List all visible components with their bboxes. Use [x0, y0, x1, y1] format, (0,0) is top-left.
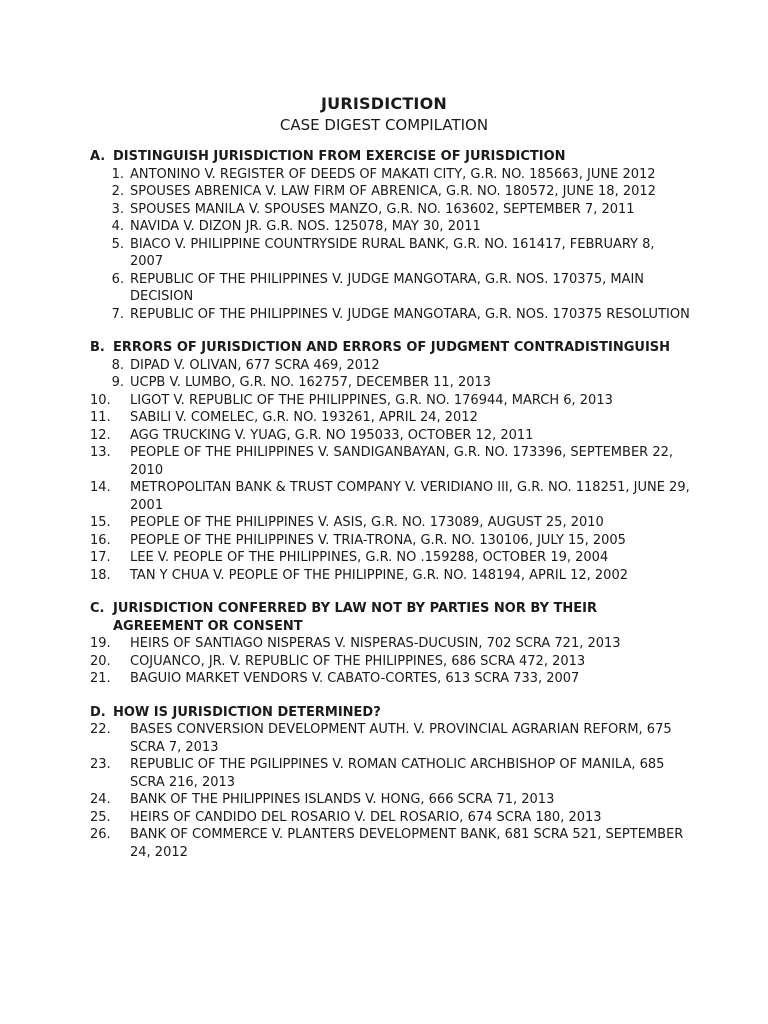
item-number: 1. [111, 166, 124, 182]
list-item [90, 392, 690, 410]
case-citation: HEIRS OF SANTIAGO NISPERAS V. NISPERAS-DUCUSIN, 702 SCRA 721, 2013 [130, 636, 621, 651]
section-title: JURISDICTION CONFERRED BY LAW NOT BY PARTIES NOR BY THEIR AGREEMENT OR CONSENT [113, 601, 597, 634]
item-number: 21. [90, 671, 111, 686]
section-title: DISTINGUISH JURISDICTION FROM EXERCISE OF JURISDICTION [113, 149, 566, 164]
section-title: HOW IS JURISDICTION DETERMINED? [113, 704, 381, 720]
case-list [90, 166, 690, 324]
item-number: 13. [90, 445, 111, 460]
case-citation: REPUBLIC OF THE PHILIPPINES V. JUDGE MANGOTARA, G.R. NOS. 170375, MAIN DECISION [130, 271, 645, 304]
case-citation: PEOPLE OF THE PHILIPPINES V. SANDIGANBAYAN, G.R. NO. 173396, SEPTEMBER 22, 2010 [130, 445, 673, 478]
section-letter: C. [90, 601, 105, 616]
list-item [90, 201, 690, 219]
section-c [90, 600, 690, 688]
case-citation: BASES CONVERSION DEVELOPMENT AUTH. V. PROVINCIAL AGRARIAN REFORM, 675 SCRA 7, 2013 [130, 722, 672, 755]
item-number: 12. [90, 427, 111, 443]
case-citation: TAN Y CHUA V. PEOPLE OF THE PHILIPPINE, G.R. NO. 148194, APRIL 12, 2002 [130, 567, 628, 583]
item-number: 20. [90, 653, 111, 669]
item-number: 22. [90, 722, 111, 737]
list-item [90, 166, 690, 184]
case-citation: BANK OF COMMERCE V. PLANTERS DEVELOPMENT BANK, 681 SCRA 521, SEPTEMBER 24, 2012 [130, 827, 684, 860]
case-list [90, 357, 690, 585]
section-heading [90, 148, 690, 166]
list-item [90, 218, 690, 236]
section-letter: B. [90, 340, 105, 355]
case-citation: UCPB V. LUMBO, G.R. NO. 162757, DECEMBER 11, 2013 [130, 375, 492, 390]
case-citation: AGG TRUCKING V. YUAG, G.R. NO 195033, OCTOBER 12, 2011 [130, 427, 534, 443]
section-b [90, 339, 690, 584]
list-item [90, 514, 690, 532]
item-number: 25. [90, 809, 111, 825]
list-item [90, 653, 690, 671]
case-citation: REPUBLIC OF THE PHILIPPINES V. JUDGE MANGOTARA, G.R. NOS. 170375 RESOLUTION [130, 306, 690, 322]
section-title: ERRORS OF JURISDICTION AND ERRORS OF JUDGMENT CONTRADISTINGUISH [113, 340, 671, 355]
list-item [90, 427, 690, 445]
case-list [90, 721, 690, 861]
list-item [90, 756, 690, 791]
item-number: 2. [111, 184, 124, 199]
item-number: 5. [111, 236, 124, 252]
case-citation: DIPAD V. OLIVAN, 677 SCRA 469, 2012 [130, 357, 380, 373]
list-item [90, 479, 690, 514]
case-citation: NAVIDA V. DIZON JR. G.R. NOS. 125078, MAY 30, 2011 [130, 219, 481, 234]
list-item [90, 357, 690, 375]
case-list [90, 635, 690, 688]
list-item [90, 549, 690, 567]
case-citation: SABILI V. COMELEC, G.R. NO. 193261, APRIL 24, 2012 [130, 410, 478, 425]
section-letter: A. [90, 149, 106, 164]
case-citation: SPOUSES ABRENICA V. LAW FIRM OF ABRENICA, G.R. NO. 180572, JUNE 18, 2012 [130, 184, 656, 199]
section-a [90, 148, 690, 323]
list-item [90, 567, 690, 585]
list-item [90, 809, 690, 827]
case-citation: LEE V. PEOPLE OF THE PHILIPPINES, G.R. NO .159288, OCTOBER 19, 2004 [130, 550, 609, 565]
section-heading [90, 339, 690, 357]
item-number: 17. [90, 550, 111, 565]
case-citation: PEOPLE OF THE PHILIPPINES V. ASIS, G.R. NO. 173089, AUGUST 25, 2010 [130, 515, 604, 530]
item-number: 15. [90, 515, 111, 530]
item-number: 18. [90, 567, 111, 583]
document-title: JURISDICTION [321, 94, 447, 113]
list-item [90, 444, 690, 479]
case-citation: REPUBLIC OF THE PGILIPPINES V. ROMAN CATHOLIC ARCHBISHOP OF MANILA, 685 SCRA 216, 2013 [130, 757, 665, 790]
item-number: 26. [90, 827, 111, 842]
list-item [90, 374, 690, 392]
case-citation: COJUANCO, JR. V. REPUBLIC OF THE PHILIPPINES, 686 SCRA 472, 2013 [130, 653, 586, 669]
item-number: 10. [90, 392, 111, 408]
list-item [90, 409, 690, 427]
list-item [90, 635, 690, 653]
case-citation: SPOUSES MANILA V. SPOUSES MANZO, G.R. NO. 163602, SEPTEMBER 7, 2011 [130, 201, 635, 217]
item-number: 6. [111, 271, 124, 287]
section-heading [90, 704, 690, 722]
list-item [90, 791, 690, 809]
list-item [90, 183, 690, 201]
item-number: 11. [90, 410, 111, 425]
case-citation: HEIRS OF CANDIDO DEL ROSARIO V. DEL ROSARIO, 674 SCRA 180, 2013 [130, 809, 602, 825]
case-citation: LIGOT V. REPUBLIC OF THE PHILIPPINES, G.R. NO. 176944, MARCH 6, 2013 [130, 392, 613, 408]
item-number: 9. [111, 375, 124, 390]
item-number: 23. [90, 757, 111, 772]
item-number: 16. [90, 532, 111, 548]
case-citation: PEOPLE OF THE PHILIPPINES V. TRIA-TRONA, G.R. NO. 130106, JULY 15, 2005 [130, 532, 626, 548]
section-heading [90, 600, 690, 635]
list-item [90, 532, 690, 550]
item-number: 3. [111, 201, 124, 217]
list-item [90, 826, 690, 861]
item-number: 24. [90, 792, 111, 807]
list-item [90, 236, 690, 271]
case-citation: BIACO V. PHILIPPINE COUNTRYSIDE RURAL BANK, G.R. NO. 161417, FEBRUARY 8, 2007 [130, 236, 655, 269]
list-item [90, 306, 690, 324]
document-subtitle: CASE DIGEST COMPILATION [279, 116, 489, 134]
item-number: 4. [111, 219, 124, 234]
document-body [90, 148, 690, 877]
item-number: 14. [90, 480, 111, 495]
section-d [90, 704, 690, 862]
case-citation: METROPOLITAN BANK & TRUST COMPANY V. VERIDIANO III, G.R. NO. 118251, JUNE 29, 2001 [130, 480, 690, 513]
list-item [90, 271, 690, 306]
list-item [90, 670, 690, 688]
item-number: 19. [90, 636, 111, 651]
section-letter: D. [90, 704, 106, 720]
case-citation: BAGUIO MARKET VENDORS V. CABATO-CORTES, 613 SCRA 733, 2007 [130, 671, 580, 686]
item-number: 7. [111, 306, 124, 322]
item-number: 8. [111, 357, 124, 373]
list-item [90, 721, 690, 756]
case-citation: ANTONINO V. REGISTER OF DEEDS OF MAKATI CITY, G.R. NO. 185663, JUNE 2012 [130, 166, 656, 182]
case-citation: BANK OF THE PHILIPPINES ISLANDS V. HONG, 666 SCRA 71, 2013 [130, 792, 555, 807]
